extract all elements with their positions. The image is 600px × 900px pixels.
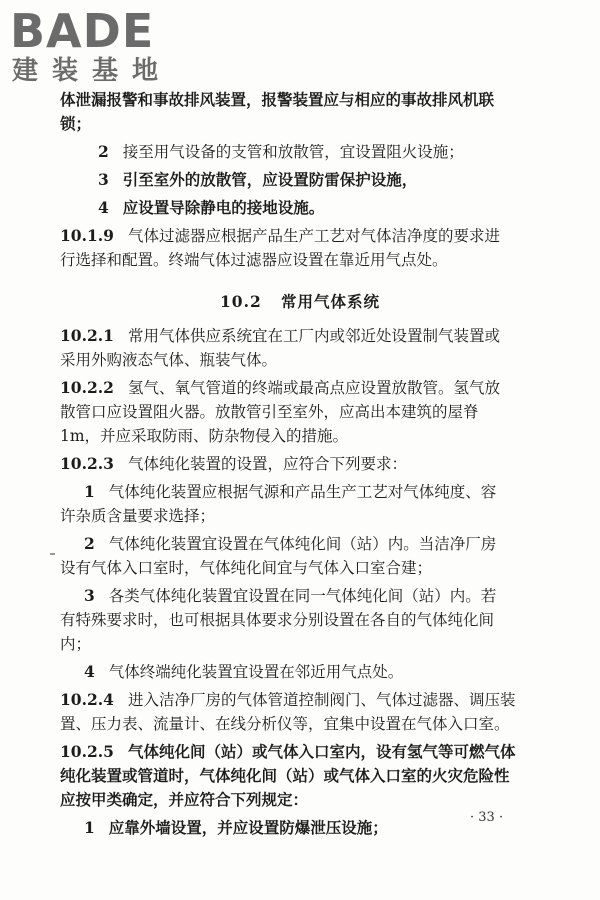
section-title: 常用气体系统 [280, 292, 380, 311]
logo-tagline: 建装基地 [12, 56, 173, 86]
clause-number: 10.2.2 [60, 378, 114, 397]
clause-number: 10.2.3 [60, 454, 114, 473]
clause-number: 10.2.5 [60, 742, 114, 761]
clause-10-2-5: 10.2.5 气体纯化间（站）或气体入口室内，设有氢气等可燃气体 纯化装置或管道时，气体纯化间（站）或气体入口室的火灾危险性 应按甲类确定，并应符合下列规定： [60, 742, 516, 809]
brand-logo [10, 6, 180, 90]
clause-10-2-1: 10.2.1 常用气体供应系统宜在工厂内或邻近处设置制气装置或 采用外购液态气体、瓶装气体。 [60, 326, 500, 369]
clause-10-2-4: 10.2.4 进入洁净厂房的气体管道控制阀门、气体过滤器、调压装 置、压力表、流量计、在线分析仪等，宜集中设置在气体入口室。 [60, 690, 516, 733]
page-number: · 33 · [470, 810, 504, 825]
clause-number: 10.2.1 [60, 326, 114, 345]
clause-10-2-2: 10.2.2 氢气、氧气管道的终端或最高点应设置放散管。氢气放 散管口应设置阻火器。放散管引至室外，应高出本建筑的屋脊 1m，并应采取防雨、防杂物侵入的措施。 [60, 378, 500, 445]
list-item: 1 气体纯化装置应根据气源和产品生产工艺对气体纯度、容 许杂质含量要求选择； [60, 482, 497, 525]
list-item: 3 引至室外的放散管，应设置防雷保护设施， [98, 170, 418, 189]
clause-number: 10.2.4 [60, 690, 114, 709]
continuation-paragraph [60, 88, 540, 136]
clause-10-2-3: 10.2.3 气体纯化装置的设置，应符合下列要求： [60, 454, 407, 473]
list-item: 2 气体纯化装置宜设置在气体纯化间（站）内。当洁净厂房 设有气体入口室时，气体纯化间宜与气体入口室合建； [60, 534, 497, 577]
list-item: 2 接至用气设备的支管和放散管，宜设置阻火设施； [98, 142, 464, 161]
section-heading [60, 290, 540, 314]
continuation-line-2: 锁； [60, 114, 92, 133]
list-item: 1 应靠外墙设置，并应设置防爆泄压设施； [84, 818, 388, 837]
clause-10-1-9: 10.1.9 气体过滤器应根据产品生产工艺对气体洁净度的要求进 行选择和配置。终端气体过滤器应设置在靠近用气点处。 [60, 226, 500, 269]
section-number: 10.2 [220, 292, 262, 311]
list-item: 4 气体终端纯化装置宜设置在邻近用气点处。 [84, 662, 404, 681]
document-body [60, 88, 540, 840]
list-item: 3 各类气体纯化装置宜设置在同一气体纯化间（站）内。若 有特殊要求时，也可根据具体要求分别设置在各自的气体纯化间 内； [60, 586, 497, 653]
list-item: 4 应设置导除静电的接地设施。 [98, 198, 325, 217]
logo-brand-text: BADE [10, 4, 155, 58]
scan-mark [50, 553, 55, 555]
clause-number: 10.1.9 [60, 226, 114, 245]
continuation-line-1: 体泄漏报警和事故排风装置，报警装置应与相应的事故排风机联 [60, 90, 495, 109]
